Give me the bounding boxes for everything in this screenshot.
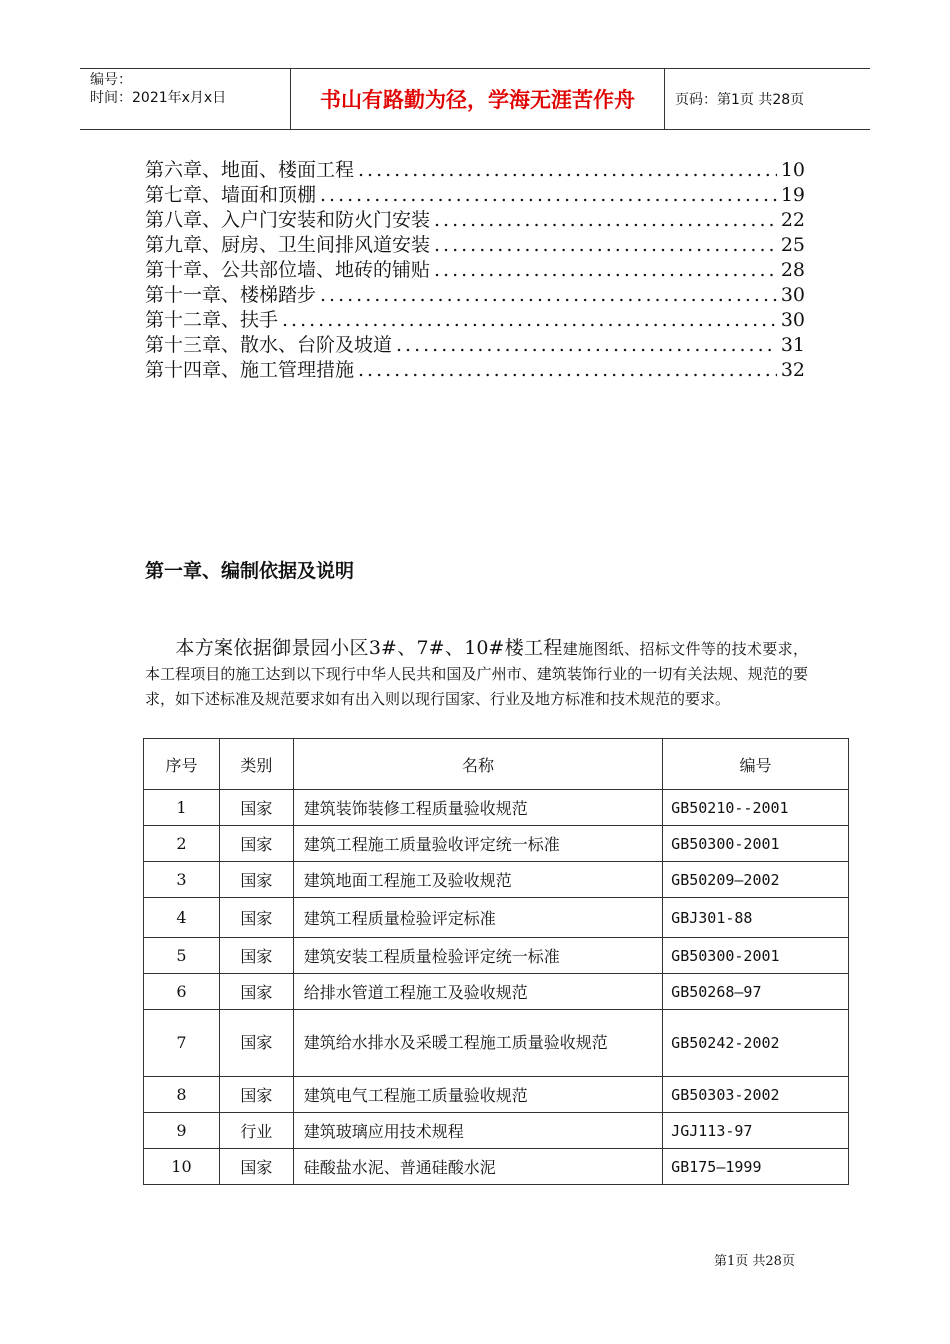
- cell-code: GB50268—97: [663, 974, 849, 1010]
- table-of-contents: [145, 155, 805, 380]
- intro-paragraph: [145, 636, 808, 712]
- toc-leader: [358, 159, 777, 181]
- header-meta: [80, 69, 290, 129]
- cell-code: GB50303-2002: [663, 1077, 849, 1113]
- intro-lead: 本方案依据御景园小区3#、7#、10#楼工程: [175, 637, 563, 659]
- column-header: 类别: [219, 739, 293, 790]
- column-header: 序号: [144, 739, 220, 790]
- toc-title: 第十二章、扶手: [145, 309, 279, 331]
- toc-title: 第八章、入户门安装和防火门安装: [145, 209, 431, 231]
- table-header-row: [144, 739, 849, 790]
- toc-entry: [145, 155, 805, 180]
- time-label: 时间：2021年x月x日: [90, 90, 227, 106]
- toc-title: 第十四章、施工管理措施: [145, 359, 355, 381]
- cell-index: 4: [144, 898, 220, 938]
- cell-name: 建筑装饰装修工程质量验收规范: [293, 790, 662, 826]
- cell-name: 建筑地面工程施工及验收规范: [293, 862, 662, 898]
- toc-leader: [434, 259, 777, 281]
- table-row: [144, 1077, 849, 1113]
- toc-title: 第六章、地面、楼面工程: [145, 159, 355, 181]
- cell-category: 国家: [219, 1149, 293, 1185]
- toc-page: 30: [780, 309, 805, 331]
- toc-page: 10: [780, 159, 805, 181]
- toc-entry: [145, 280, 805, 305]
- toc-title: 第十三章、散水、台阶及坡道: [145, 334, 393, 356]
- cell-name: 给排水管道工程施工及验收规范: [293, 974, 662, 1010]
- toc-page: 32: [780, 359, 805, 381]
- toc-entry: [145, 255, 805, 280]
- toc-leader: [358, 359, 777, 381]
- toc-entry: [145, 230, 805, 255]
- cell-index: 10: [144, 1149, 220, 1185]
- column-header: 编号: [663, 739, 849, 790]
- cell-category: 国家: [219, 938, 293, 974]
- cell-index: 3: [144, 862, 220, 898]
- cell-name: 建筑玻璃应用技术规程: [293, 1113, 662, 1149]
- toc-entry: [145, 330, 805, 355]
- toc-leader: [320, 184, 777, 206]
- toc-title: 第十一章、楼梯踏步: [145, 284, 317, 306]
- cell-category: 行业: [219, 1113, 293, 1149]
- toc-entry: [145, 305, 805, 330]
- toc-leader: [282, 309, 777, 331]
- toc-page: 22: [780, 209, 805, 231]
- cell-code: GB50300-2001: [663, 938, 849, 974]
- cell-index: 1: [144, 790, 220, 826]
- cell-index: 8: [144, 1077, 220, 1113]
- number-label: 编号：: [90, 72, 132, 88]
- toc-page: 19: [780, 184, 805, 206]
- table-row: [144, 790, 849, 826]
- table-row: [144, 1113, 849, 1149]
- header-page-info: 页码：第1页 共28页: [675, 92, 805, 108]
- cell-name: 硅酸盐水泥、普通硅酸水泥: [293, 1149, 662, 1185]
- cell-name: 建筑给水排水及采暖工程施工质量验收规范: [293, 1010, 662, 1077]
- column-header: 名称: [293, 739, 662, 790]
- toc-title: 第七章、墙面和顶棚: [145, 184, 317, 206]
- cell-index: 9: [144, 1113, 220, 1149]
- cell-index: 2: [144, 826, 220, 862]
- toc-page: 25: [780, 234, 805, 256]
- cell-code: JGJ113-97: [663, 1113, 849, 1149]
- cell-name: 建筑电气工程施工质量验收规范: [293, 1077, 662, 1113]
- toc-page: 28: [780, 259, 805, 281]
- cell-name: 建筑工程施工质量验收评定统一标准: [293, 826, 662, 862]
- cell-code: GB50242-2002: [663, 1010, 849, 1077]
- toc-entry: [145, 355, 805, 380]
- chapter-heading: 第一章、编制依据及说明: [145, 560, 355, 582]
- cell-category: 国家: [219, 898, 293, 938]
- toc-entry: [145, 205, 805, 230]
- toc-page: 30: [780, 284, 805, 306]
- cell-category: 国家: [219, 974, 293, 1010]
- page-header: [80, 68, 870, 130]
- page-footer: 第1页 共28页: [714, 1254, 795, 1269]
- toc-leader: [434, 209, 777, 231]
- toc-title: 第九章、厨房、卫生间排风道安装: [145, 234, 431, 256]
- toc-leader: [320, 284, 777, 306]
- cell-code: GB50300-2001: [663, 826, 849, 862]
- cell-code: GB50210--2001: [663, 790, 849, 826]
- cell-code: GB50209—2002: [663, 862, 849, 898]
- cell-category: 国家: [219, 1010, 293, 1077]
- cell-index: 7: [144, 1010, 220, 1077]
- toc-entry: [145, 180, 805, 205]
- table-row: [144, 1149, 849, 1185]
- cell-index: 6: [144, 974, 220, 1010]
- cell-code: GB175—1999: [663, 1149, 849, 1185]
- cell-category: 国家: [219, 790, 293, 826]
- table-row: [144, 974, 849, 1010]
- table-row: [144, 862, 849, 898]
- cell-category: 国家: [219, 862, 293, 898]
- standards-table: [143, 738, 849, 1185]
- table-row: [144, 1010, 849, 1077]
- table-row: [144, 898, 849, 938]
- toc-leader: [396, 334, 777, 356]
- cell-code: GBJ301-88: [663, 898, 849, 938]
- cell-name: 建筑工程质量检验评定标准: [293, 898, 662, 938]
- header-motto: 书山有路勤为径，学海无涯苦作舟: [290, 69, 665, 129]
- table-row: [144, 938, 849, 974]
- toc-page: 31: [780, 334, 805, 356]
- cell-category: 国家: [219, 1077, 293, 1113]
- cell-name: 建筑安装工程质量检验评定统一标准: [293, 938, 662, 974]
- toc-title: 第十章、公共部位墙、地砖的铺贴: [145, 259, 431, 281]
- cell-category: 国家: [219, 826, 293, 862]
- toc-leader: [434, 234, 777, 256]
- table-row: [144, 826, 849, 862]
- cell-index: 5: [144, 938, 220, 974]
- intro-rest: 建施图纸、招标文件等的技术要求，本工程项目的施工达到以下现行中华人民共和国及广州市、建筑装饰行业的一切有关法规、规范的要求，如下述标准及规范要求如有出入则以现行国家、行业及地方标准和技术规范的要求。: [145, 640, 808, 708]
